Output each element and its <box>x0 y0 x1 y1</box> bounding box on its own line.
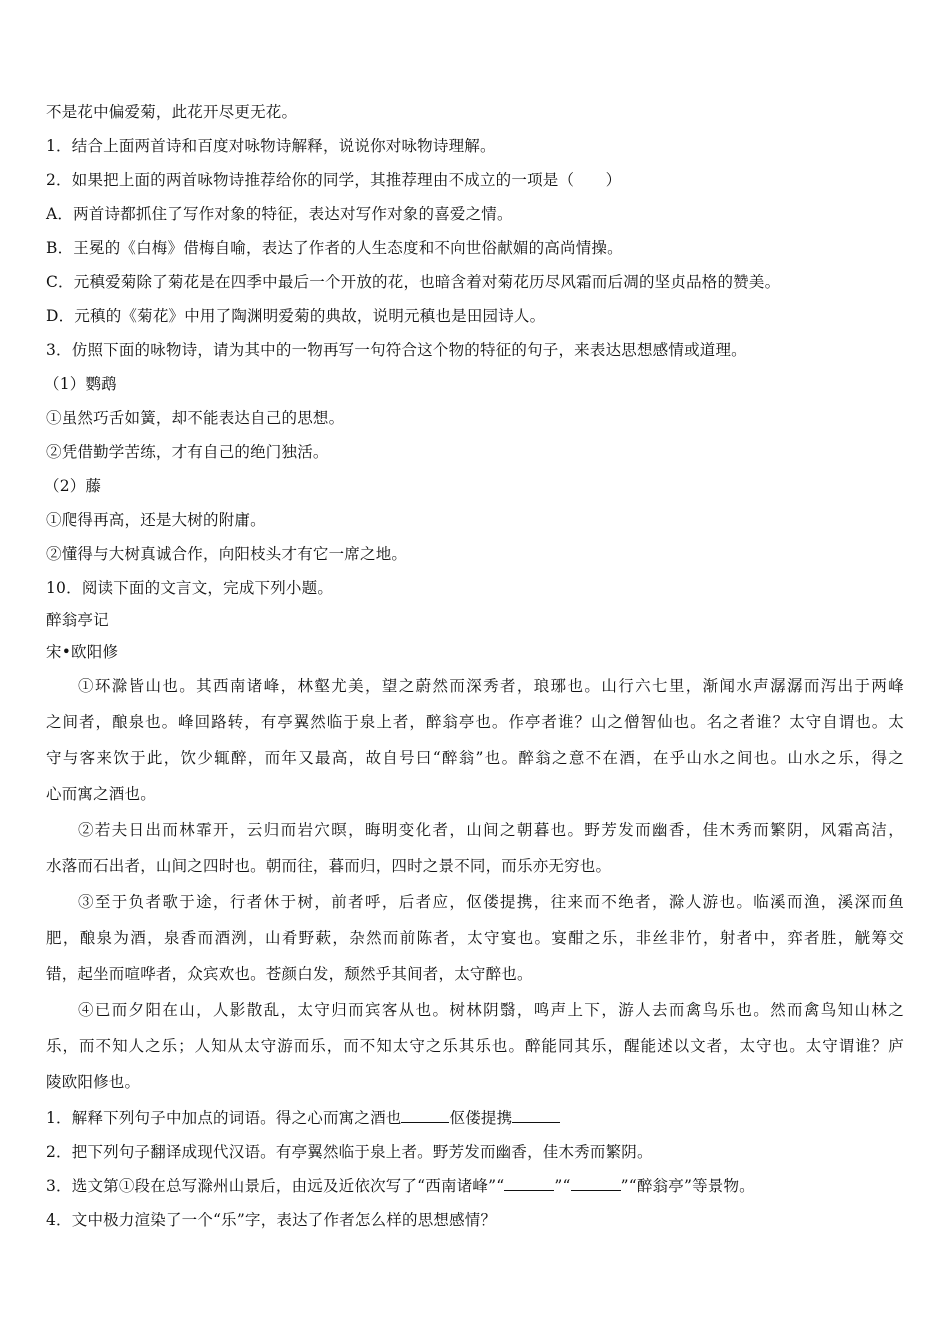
para2-line-2: 水落而石出者，山间之四时也。朝而往，暮而归，四时之景不同，而乐亦无穷也。 <box>46 857 612 875</box>
para3-line-2: 肥，酿泉为酒，泉香而酒洌，山肴野蔌，杂然而前陈者，太守宴也。宴酣之乐，非丝非竹，射者中，弈者胜，觥筹交 <box>46 929 904 947</box>
sub-question-2: 2．把下列句子翻译成现代汉语。有亭翼然临于泉上者。野芳发而幽香，佳木秀而繁阴。 <box>46 1143 653 1161</box>
item-parrot-line-2: ②凭借勤学苦练，才有自己的绝门独活。 <box>46 443 329 461</box>
para1-line-2: 之间者，酿泉也。峰回路转，有亭翼然临于泉上者，醉翁亭也。作亭者谁？山之僧智仙也。名之者谁？太守自谓也。太 <box>46 713 904 731</box>
para1-line-1: ①环滁皆山也。其西南诸峰，林壑尤美，望之蔚然而深秀者，琅琊也。山行六七里，渐闻水声潺潺而泻出于两峰 <box>78 677 904 695</box>
answer-blank-3[interactable] <box>504 1176 554 1191</box>
para1-line-3: 守与客来饮于此，饮少辄醉，而年又最高，故自号曰“醉翁”也。醉翁之意不在酒，在乎山水之间也。山水之乐，得之 <box>46 749 904 767</box>
sub-question-4: 4．文中极力渲染了一个“乐”字，表达了作者怎么样的思想感情？ <box>46 1211 497 1229</box>
poem-closing-line: 不是花中偏爱菊，此花开尽更无花。 <box>46 103 298 121</box>
sub-question-3-sep: ”“ <box>554 1177 571 1195</box>
sub-question-3-text: 3．选文第①段在总写滁州山景后，由远及近依次写了“西南诸峰”“ <box>46 1177 505 1195</box>
answer-blank-1[interactable] <box>401 1108 449 1123</box>
question-1: 1．结合上面两首诗和百度对咏物诗解释，说说你对咏物诗理解。 <box>46 137 496 155</box>
answer-blank-4[interactable] <box>571 1176 621 1191</box>
essay-title: 醉翁亭记 <box>46 611 109 629</box>
item-vine-label: （2）藤 <box>44 477 102 495</box>
para4-line-3: 陵欧阳修也。 <box>46 1073 141 1091</box>
sub-question-1-phrase: 伛偻提携 <box>449 1109 513 1127</box>
para2-line-1: ②若夫日出而林霏开，云归而岩穴暝，晦明变化者，山间之朝暮也。野芳发而幽香，佳木秀而繁阴，风霜高洁， <box>78 821 904 839</box>
sub-question-1 <box>46 1107 906 1129</box>
sub-question-3-tail: ”“醉翁亭”等景物。 <box>620 1177 755 1195</box>
question-10-heading: 10．阅读下面的文言文，完成下列小题。 <box>46 579 334 597</box>
answer-blank-2[interactable] <box>512 1108 560 1123</box>
option-d: D．元稹的《菊花》中用了陶渊明爱菊的典故，说明元稹也是田园诗人。 <box>46 307 546 325</box>
essay-author: 宋•欧阳修 <box>46 643 119 661</box>
sub-question-1-text: 1．解释下列句子中加点的词语。得之心而寓之酒也 <box>46 1109 402 1127</box>
sub-question-3 <box>46 1175 906 1197</box>
option-a: A．两首诗都抓住了写作对象的特征，表达对写作对象的喜爱之情。 <box>46 205 513 223</box>
question-3: 3．仿照下面的咏物诗，请为其中的一物再写一句符合这个物的特征的句子，来表达思想感情或道理。 <box>46 341 747 359</box>
para1-line-4: 心而寓之酒也。 <box>46 785 156 803</box>
option-b: B．王冕的《白梅》借梅自喻，表达了作者的人生态度和不向世俗献媚的高尚情操。 <box>46 239 623 257</box>
item-parrot-line-1: ①虽然巧舌如簧，却不能表达自己的思想。 <box>46 409 345 427</box>
question-2: 2．如果把上面的两首咏物诗推荐给你的同学，其推荐理由不成立的一项是（ ） <box>46 171 622 189</box>
para4-line-1: ④已而夕阳在山，人影散乱，太守归而宾客从也。树林阴翳，鸣声上下，游人去而禽鸟乐也。然而禽鸟知山林之 <box>78 1001 904 1019</box>
para3-line-3: 错，起坐而喧哗者，众宾欢也。苍颜白发，颓然乎其间者，太守醉也。 <box>46 965 533 983</box>
para4-line-2: 乐，而不知人之乐；人知从太守游而乐，而不知太守之乐其乐也。醉能同其乐，醒能述以文者，太守也。太守谓谁？庐 <box>46 1037 904 1055</box>
item-vine-line-1: ①爬得再高，还是大树的附庸。 <box>46 511 266 529</box>
option-c: C．元稹爱菊除了菊花是在四季中最后一个开放的花，也暗含着对菊花历尽风霜而后凋的坚贞品格的赞美。 <box>46 273 781 291</box>
para3-line-1: ③至于负者歌于途，行者休于树，前者呼，后者应，伛偻提携，往来而不绝者，滁人游也。临溪而渔，溪深而鱼 <box>78 893 904 911</box>
item-parrot-label: （1）鹦鹉 <box>44 375 117 393</box>
item-vine-line-2: ②懂得与大树真诚合作，向阳枝头才有它一席之地。 <box>46 545 408 563</box>
